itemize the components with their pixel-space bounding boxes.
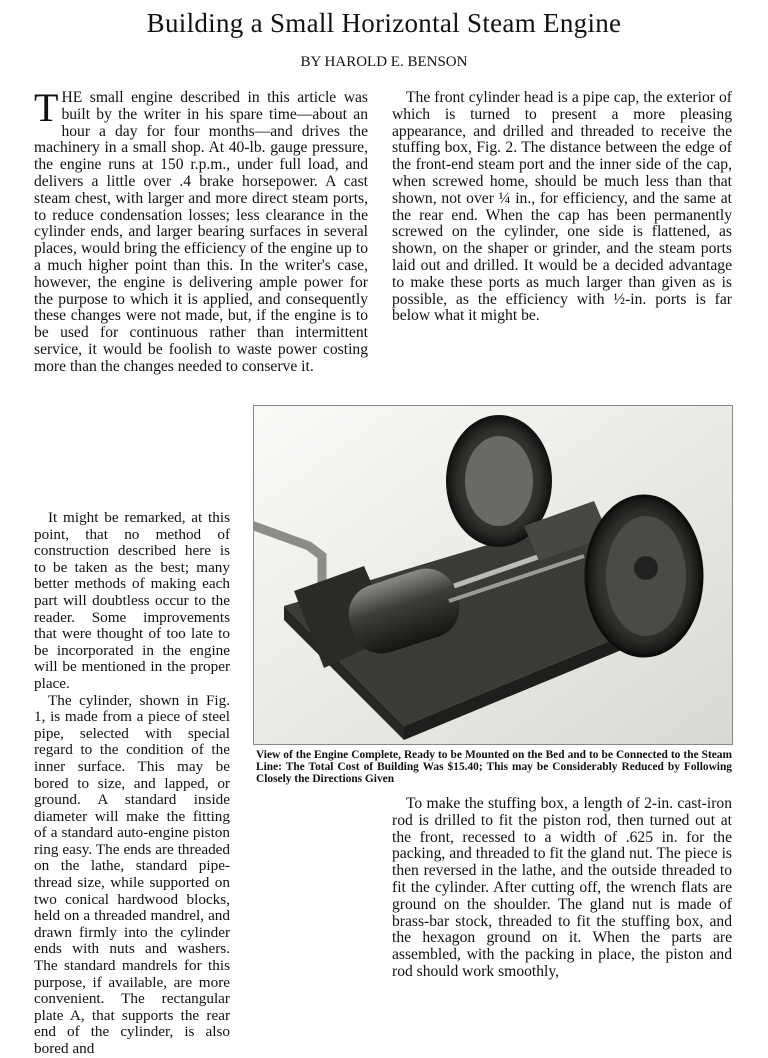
left-paragraph-2: It might be remarked, at this point, that no method of construction described here is to be taken as the best; many better methods of making each part will doubtless occur to the reader. Some improvements that were thought of too late to be incorporated in the engine will be mentioned in the proper place. <box>34 509 230 692</box>
right-column-top <box>392 90 732 325</box>
left-column-narrow <box>34 510 230 1058</box>
right-column-bottom <box>392 796 732 981</box>
left-column <box>34 85 368 376</box>
figure-caption: View of the Engine Complete, Ready to be Mounted on the Bed and to be Connected to the Steam Line: The Total Cost of Building Was $15.40; This may be Considerably Reduced by Following Closely the Directions Given <box>256 749 732 785</box>
left-paragraph-3: The cylinder, shown in Fig. 1, is made from a piece of steel pipe, selected with special regard to the condition of the inner surface. This may be bored to size, and lapped, or ground. A standard inside diameter will make the fitting of a standard auto-engine piston ring easy. The ends are threaded on the lathe, standard pipe-thread size, while supported on two conical hardwood blocks, held on a threaded mandrel, and drawn firmly into the cylinder ends with nuts and washers. The standard mandrels for this purpose, if available, are more convenient. The rectangular plate A, that supports the rear end of the cylinder, is also bored and <box>34 691 230 1057</box>
byline: BY HAROLD E. BENSON <box>300 54 468 70</box>
right-paragraph-1: The front cylinder head is a pipe cap, the exterior of which is turned to present a more pleasing appearance, and drilled and threaded to receive the stuffing box, Fig. 2. The distance between the edge of the front-end steam port and the inner side of the cap, when screwed home, should be much less than that shown, not over ¼ in., for efficiency, and the same at the rear end. When the cap has been permanently screwed on the cylinder, one side is flattened, as shown, on the shaper or grinder, and the steam ports laid out and drilled. It would be a decided advantage to make these ports as much larger than given as is possible, as the efficiency with ½-in. ports is far below what it might be. <box>392 89 732 325</box>
right-paragraph-2: To make the stuffing box, a length of 2-in. cast-iron rod is drilled to fit the piston rod, then turned out at the front, recessed to a width of .625 in. for the packing, and threaded to fit the gland nut. The piece is then reversed in the lathe, and the outside threaded to fit the cylinder. After cutting off, the wrench flats are ground on the shoulder. The gland nut is made of brass-bar stock, threaded to fit the stuffing box, and the hexagon ground on it. When the parts are assembled, with the packing in place, the piston and rod should work smoothly, <box>392 795 732 980</box>
left-paragraph-1: THE small engine described in this article was built by the writer in his spare time—about an hour a day for four months—and drives the machinery in a small shop. At 40-lb. gauge pressure, the engine runs at 150 r.p.m., under full load, and delivers a little over .4 brake horsepower. A cast steam chest, with larger and more direct steam ports, to reduce condensation losses; less clearance in the cylinder ends, and larger bearing surfaces in several places, would bring the efficiency of the engine up to a much higher point than this. In the writer's case, however, the engine is delivering ample power for the purpose to which it is applied, and consequently these changes were not made, but, if the engine is to be used for continuous rather than intermittent service, it would be foolish to waste power costing more than the changes needed to conserve it. <box>34 85 368 375</box>
drop-cap: T <box>34 85 59 130</box>
article-title: Building a Small Horizontal Steam Engine <box>146 8 622 38</box>
engine-illustration <box>253 405 733 745</box>
steam-engine-drawing <box>254 406 732 744</box>
